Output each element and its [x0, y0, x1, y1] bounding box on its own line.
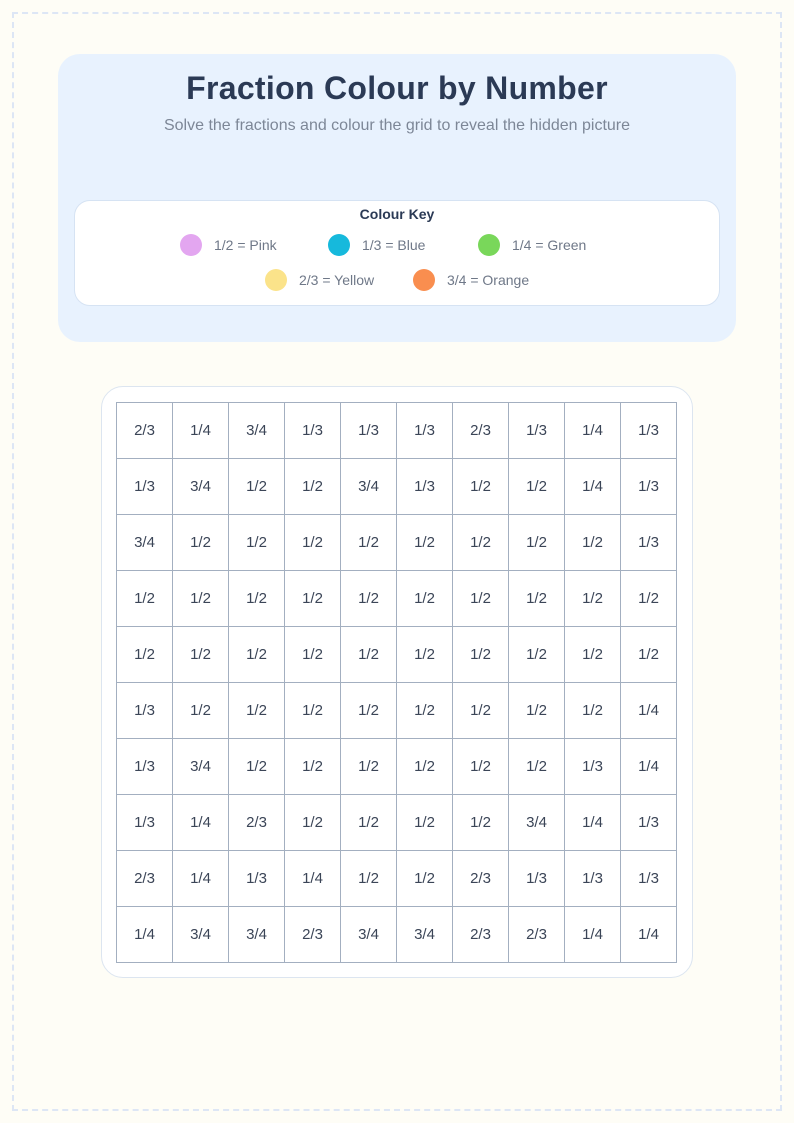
grid-cell[interactable]: 1/2: [285, 571, 341, 627]
grid-cell[interactable]: 1/2: [173, 571, 229, 627]
colour-key-title: Colour Key: [359, 206, 435, 222]
key-item-blue: [328, 234, 425, 256]
grid-cell[interactable]: 1/2: [229, 627, 285, 683]
grid-cell[interactable]: 1/3: [509, 851, 565, 907]
grid-cell[interactable]: 1/2: [229, 459, 285, 515]
grid-cell[interactable]: 1/2: [509, 683, 565, 739]
key-item-orange: [413, 269, 529, 291]
key-item-label: 1/2 = Pink: [214, 237, 277, 253]
grid-cell[interactable]: 1/3: [397, 403, 453, 459]
grid-cell[interactable]: 1/3: [621, 515, 677, 571]
grid-cell[interactable]: 1/3: [117, 739, 173, 795]
key-item-yellow: [265, 269, 374, 291]
grid-cell[interactable]: 1/2: [397, 795, 453, 851]
green-dot-icon: [478, 234, 500, 256]
key-item-label: 1/3 = Blue: [362, 237, 426, 253]
grid-cell[interactable]: 1/2: [453, 795, 509, 851]
grid-cell[interactable]: 1/2: [173, 627, 229, 683]
grid-cell[interactable]: 1/4: [285, 851, 341, 907]
grid-cell[interactable]: 1/2: [397, 627, 453, 683]
key-item-pink: [180, 234, 277, 256]
grid-cell[interactable]: 1/4: [621, 683, 677, 739]
grid-cell[interactable]: 2/3: [229, 795, 285, 851]
grid-cell[interactable]: 1/2: [397, 851, 453, 907]
grid-cell[interactable]: 3/4: [173, 739, 229, 795]
grid-cell[interactable]: 1/4: [621, 739, 677, 795]
grid-cell[interactable]: 2/3: [453, 403, 509, 459]
grid-cell[interactable]: 2/3: [509, 907, 565, 963]
grid-cell[interactable]: 1/3: [621, 795, 677, 851]
grid-cell[interactable]: 1/2: [397, 571, 453, 627]
grid-cell[interactable]: 1/2: [453, 515, 509, 571]
grid-cell[interactable]: 3/4: [397, 907, 453, 963]
grid-cell[interactable]: 1/4: [173, 851, 229, 907]
grid-cell[interactable]: 3/4: [341, 459, 397, 515]
grid-cell[interactable]: 1/2: [117, 571, 173, 627]
blue-dot-icon: [328, 234, 350, 256]
grid-cell[interactable]: 1/4: [117, 907, 173, 963]
grid-row: [117, 795, 677, 851]
grid-cell[interactable]: 1/4: [565, 459, 621, 515]
grid-row: [117, 627, 677, 683]
grid-cell[interactable]: 3/4: [117, 515, 173, 571]
grid-cell[interactable]: 1/4: [565, 403, 621, 459]
grid-cell[interactable]: 1/2: [173, 515, 229, 571]
page-subtitle: Solve the fractions and colour the grid to reveal the hidden picture: [163, 117, 631, 134]
grid-cell[interactable]: 1/2: [453, 683, 509, 739]
grid-cell[interactable]: 3/4: [509, 795, 565, 851]
grid-cell[interactable]: 1/3: [397, 459, 453, 515]
grid-cell[interactable]: 1/2: [565, 627, 621, 683]
grid-cell[interactable]: 1/2: [341, 571, 397, 627]
grid-cell[interactable]: 3/4: [341, 907, 397, 963]
grid-row: [117, 907, 677, 963]
grid-row: [117, 571, 677, 627]
key-item-label: 2/3 = Yellow: [299, 272, 375, 288]
grid-cell[interactable]: 1/4: [173, 795, 229, 851]
grid-cell[interactable]: 1/4: [565, 907, 621, 963]
grid-cell[interactable]: 1/2: [621, 627, 677, 683]
grid-cell[interactable]: 1/2: [285, 739, 341, 795]
grid-cell[interactable]: 1/4: [173, 403, 229, 459]
grid-cell[interactable]: 1/3: [117, 683, 173, 739]
grid-cell[interactable]: 1/3: [621, 459, 677, 515]
grid-cell[interactable]: 3/4: [229, 403, 285, 459]
grid-cell[interactable]: 1/3: [509, 403, 565, 459]
grid-cell[interactable]: 2/3: [285, 907, 341, 963]
grid-cell[interactable]: 1/2: [285, 515, 341, 571]
orange-dot-icon: [413, 269, 435, 291]
grid-cell[interactable]: 1/2: [341, 795, 397, 851]
grid-cell[interactable]: 1/2: [173, 683, 229, 739]
grid-cell[interactable]: 1/2: [285, 459, 341, 515]
grid-row: [117, 851, 677, 907]
grid-cell[interactable]: 1/2: [285, 795, 341, 851]
grid-cell[interactable]: 1/3: [565, 739, 621, 795]
grid-cell[interactable]: 1/2: [453, 571, 509, 627]
grid-row: [117, 403, 677, 459]
grid-cell[interactable]: 1/2: [229, 515, 285, 571]
grid-cell[interactable]: 1/2: [509, 459, 565, 515]
grid-cell[interactable]: 1/2: [453, 459, 509, 515]
grid-cell[interactable]: 1/2: [285, 627, 341, 683]
page-title: Fraction Colour by Number: [186, 70, 608, 106]
grid-cell[interactable]: 1/2: [341, 851, 397, 907]
grid-cell[interactable]: 1/2: [285, 683, 341, 739]
grid-cell[interactable]: 1/2: [229, 683, 285, 739]
grid-cell[interactable]: 1/3: [117, 795, 173, 851]
grid-cell[interactable]: 1/2: [229, 571, 285, 627]
grid-cell[interactable]: 1/2: [341, 683, 397, 739]
grid-cell[interactable]: 3/4: [229, 907, 285, 963]
grid-cell[interactable]: 1/4: [565, 795, 621, 851]
grid-cell[interactable]: 1/2: [509, 739, 565, 795]
grid-cell[interactable]: 1/2: [509, 571, 565, 627]
grid-cell[interactable]: 1/2: [229, 739, 285, 795]
grid-cell[interactable]: 3/4: [173, 459, 229, 515]
grid-cell[interactable]: 1/3: [229, 851, 285, 907]
grid-cell[interactable]: 1/2: [453, 739, 509, 795]
grid-cell[interactable]: 1/3: [565, 851, 621, 907]
grid-cell[interactable]: 1/3: [621, 403, 677, 459]
grid-cell[interactable]: 1/2: [565, 515, 621, 571]
grid-cell[interactable]: 1/2: [565, 683, 621, 739]
grid-row: [117, 515, 677, 571]
grid-cell[interactable]: 1/3: [285, 403, 341, 459]
grid-cell[interactable]: 1/2: [117, 627, 173, 683]
pink-dot-icon: [180, 234, 202, 256]
grid-cell[interactable]: 1/2: [565, 571, 621, 627]
grid-cell[interactable]: 2/3: [117, 851, 173, 907]
grid-cell[interactable]: 1/2: [453, 627, 509, 683]
key-item-label: 3/4 = Orange: [447, 272, 530, 288]
grid-cell[interactable]: 1/2: [341, 515, 397, 571]
grid-row: [117, 683, 677, 739]
grid-cell[interactable]: 1/2: [341, 739, 397, 795]
grid-cell[interactable]: 2/3: [453, 907, 509, 963]
grid-cell[interactable]: 1/2: [621, 571, 677, 627]
grid-cell[interactable]: 1/4: [621, 907, 677, 963]
grid-cell[interactable]: 3/4: [173, 907, 229, 963]
grid-cell[interactable]: 1/2: [341, 627, 397, 683]
grid-cell[interactable]: 1/2: [509, 515, 565, 571]
yellow-dot-icon: [265, 269, 287, 291]
grid-cell[interactable]: 1/3: [621, 851, 677, 907]
grid-cell[interactable]: 2/3: [453, 851, 509, 907]
grid-cell[interactable]: 1/3: [341, 403, 397, 459]
grid-row: [117, 739, 677, 795]
grid-cell[interactable]: 1/2: [397, 683, 453, 739]
grid-cell[interactable]: 1/2: [397, 515, 453, 571]
fraction-grid: [116, 402, 677, 963]
grid-cell[interactable]: 2/3: [117, 403, 173, 459]
key-item-label: 1/4 = Green: [512, 237, 587, 253]
grid-row: [117, 459, 677, 515]
grid-cell[interactable]: 1/2: [397, 739, 453, 795]
grid-cell[interactable]: 1/2: [509, 627, 565, 683]
grid-cell[interactable]: 1/3: [117, 459, 173, 515]
key-item-green: [478, 234, 586, 256]
